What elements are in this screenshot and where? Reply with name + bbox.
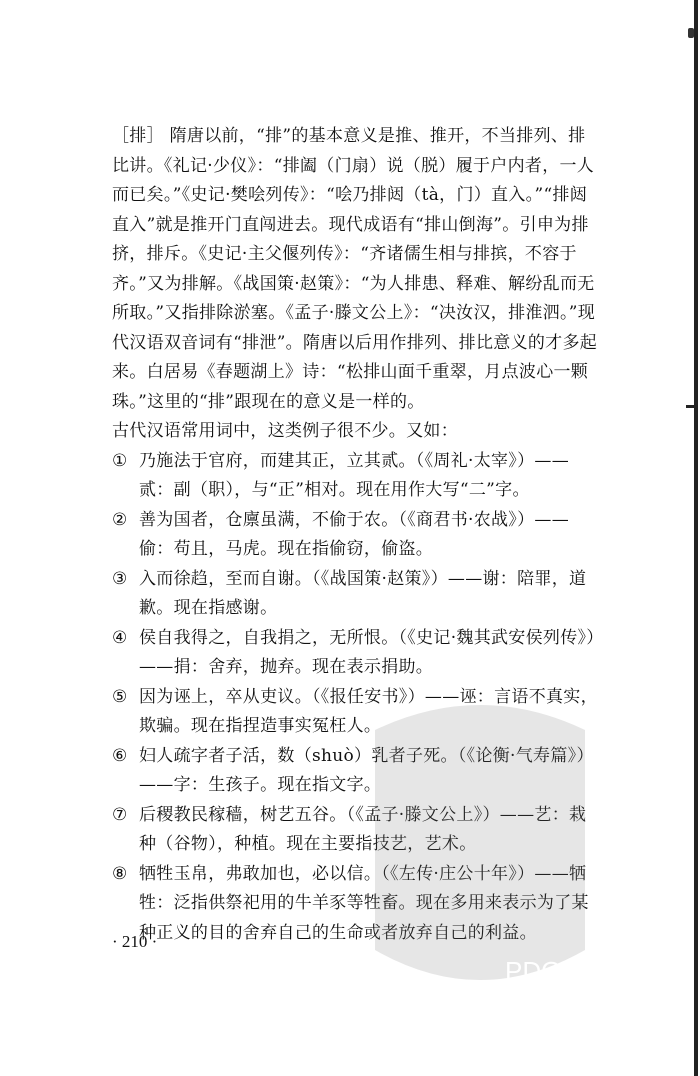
item-number: ③ <box>112 568 128 589</box>
list-item <box>112 565 602 624</box>
item-number: ② <box>112 509 128 530</box>
paragraph-pai: ［排］ 隋唐以前，“排”的基本意义是推、推开，不当排列、排比讲。《礼记·少仪》：“排阖（门扇）说（脱）履于户内者，一人而已矣。”《史记·樊哙列传》：“哙乃排闼（tà，门）直入。”“排闼直入”就是推开门直闯进去。现代成语有“排山倒海”。引申为排挤，排斥。《史记·主父偃列传》：“齐诸儒生相与排摈，不容于齐。”又为排解。《战国策·赵策》：“为人排患、释难、解纷乱而无所取。”又指排除淤塞。《孟子·滕文公上》：“决汝汉，排淮泗。”现代汉语双音词有“排泄”。隋唐以后用作排列、排比意义的才多起来。白居易《春题湖上》诗：“松排山面千重翠，月点波心一颗珠。”这里的“排”跟现在的意义是一样的。 <box>112 126 598 412</box>
list-item <box>112 624 602 683</box>
page-number: · 210 · <box>112 932 158 951</box>
item-text: 乃施法于官府，而建其正，立其贰。（《周礼·太宰》）——贰：副（职），与“正”相对。现在用作大写“二”字。 <box>139 450 570 500</box>
item-text: 妇人疏字者子活，数（shuò）乳者子死。（《论衡·气寿篇》）——字：生孩子。现在指文字。 <box>139 745 594 795</box>
item-text: 善为国者，仓廪虽满，不偷于农。（《商君书·农战》）——偷：苟且，马虎。现在指偷窃，偷盗。 <box>139 509 570 559</box>
item-number: ④ <box>112 627 128 648</box>
page-edge-line <box>694 0 698 1076</box>
item-text: 侯自我得之，自我捐之，无所恨。（《史记·魏其武安侯列传》）——捐：舍弃，抛弃。现在表示捐助。 <box>139 627 596 677</box>
item-number: ⑥ <box>112 745 128 766</box>
page-edge-tick <box>686 405 694 408</box>
item-number: ⑤ <box>112 686 128 707</box>
example-list <box>112 447 602 949</box>
item-text: 后稷教民稼穑，树艺五谷。（《孟子·滕文公上》）——艺：栽种（谷物），种植。现在主要指技艺，艺术。 <box>139 804 587 854</box>
paragraph-intro: 古代汉语常用词中，这类例子很不少。又如： <box>112 421 458 441</box>
list-item <box>112 742 602 801</box>
watermark-label: PDG <box>505 956 562 986</box>
list-item <box>112 506 602 565</box>
item-number: ⑦ <box>112 804 128 825</box>
list-item <box>112 860 602 949</box>
list-item <box>112 683 602 742</box>
list-item <box>112 801 602 860</box>
item-text: 入而徐趋，至而自谢。（《战国策·赵策》）——谢：陪罪，道歉。现在指感谢。 <box>139 568 587 618</box>
body-text <box>112 122 602 948</box>
list-item <box>112 447 602 506</box>
item-text: 牺牲玉帛，弗敢加也，必以信。（《左传·庄公十年》）——牺牲：泛指供祭祀用的牛羊豕等牲畜。现在多用来表示为了某种正义的目的舍弃自己的生命或者放弃自己的利益。 <box>139 863 589 943</box>
item-text: 因为诬上，卒从吏议。（《报任安书》）——诬：言语不真实，欺骗。现在指捏造事实冤枉人。 <box>139 686 598 736</box>
item-number: ⑧ <box>112 863 128 884</box>
item-number: ① <box>112 450 128 471</box>
